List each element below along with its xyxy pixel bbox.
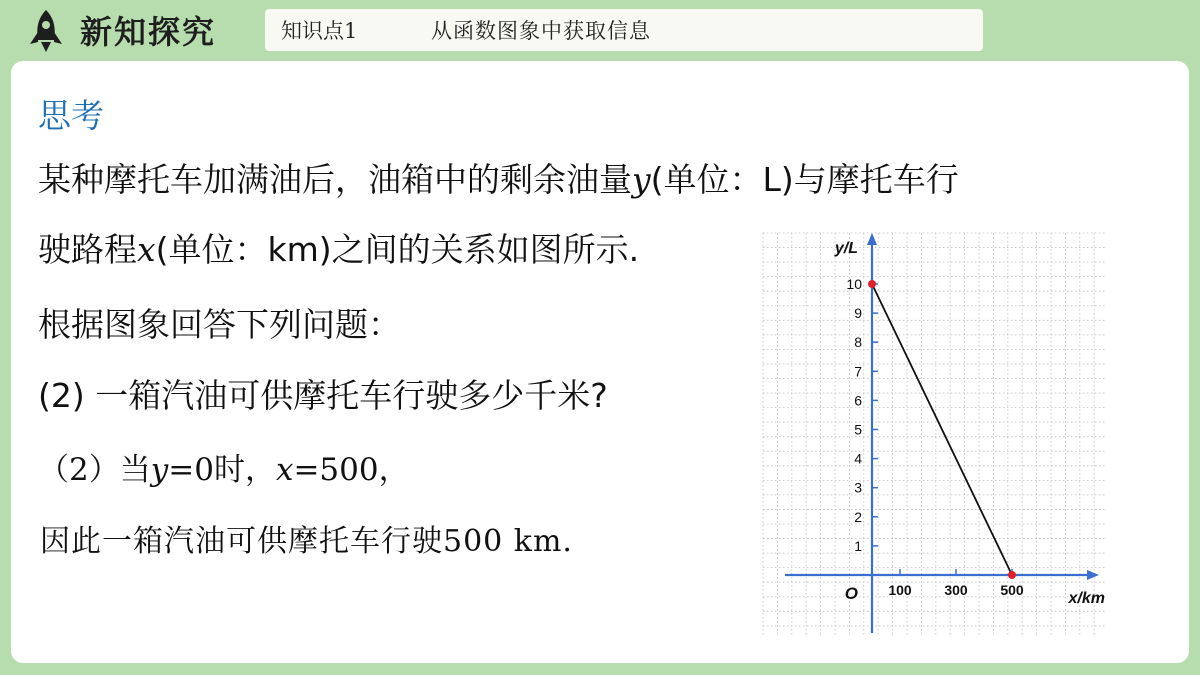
knowledge-point-topic: 从函数图象中获取信息 xyxy=(431,19,651,43)
x-axis-label: x/km xyxy=(1068,590,1105,607)
y-axis-arrow xyxy=(867,233,877,245)
problem-text: (单位：km)之间的关系如图所示. xyxy=(155,230,640,269)
data-point xyxy=(868,280,876,288)
y-tick-label: 6 xyxy=(854,392,862,409)
data-point xyxy=(1008,571,1016,579)
y-tick-label: 8 xyxy=(854,334,862,351)
answer-line-2: 因此一箱汽油可供摩托车行驶500 km. xyxy=(40,524,573,559)
problem-line-2 xyxy=(38,230,639,270)
answer-text: =500， xyxy=(293,452,410,488)
problem-text: (单位：L)与摩托车行 xyxy=(650,160,959,199)
y-tick-label: 5 xyxy=(854,421,862,438)
origin-label: O xyxy=(844,584,858,603)
x-axis-arrow xyxy=(1087,570,1099,580)
variable-x: x xyxy=(137,230,156,269)
x-tick-label: 300 xyxy=(944,582,968,598)
answer-text: （2）当 xyxy=(38,452,151,488)
knowledge-point-box xyxy=(265,9,983,51)
question-line: (2) 一箱汽油可供摩托车行驶多少千米? xyxy=(38,376,608,415)
section-title: 新知探究 xyxy=(80,13,217,51)
problem-text: 驶路程 xyxy=(38,230,137,269)
y-axis-label: y/L xyxy=(834,240,858,257)
y-tick-label: 7 xyxy=(854,363,862,380)
instruction-line: 根据图象回答下列问题： xyxy=(38,305,401,344)
problem-text: 某种摩托车加满油后，油箱中的剩余油量 xyxy=(38,160,632,199)
variable-y: y xyxy=(632,160,651,199)
variable-x: x xyxy=(275,452,294,488)
y-tick-label: 10 xyxy=(846,276,862,292)
y-tick-label: 2 xyxy=(854,508,862,525)
y-tick-label: 4 xyxy=(854,450,862,467)
think-heading: 思考 xyxy=(38,96,104,135)
rocket-icon xyxy=(26,8,66,54)
y-tick-label: 1 xyxy=(854,537,862,554)
answer-line-1 xyxy=(38,450,410,490)
fuel-distance-chart xyxy=(755,225,1115,645)
y-tick-label: 3 xyxy=(854,479,862,496)
answer-text: =0时， xyxy=(168,452,276,488)
x-tick-label: 100 xyxy=(888,582,912,598)
problem-line-1 xyxy=(38,160,959,200)
knowledge-point-label: 知识点1 xyxy=(281,19,358,43)
x-tick-label: 500 xyxy=(1000,582,1024,598)
header-bar xyxy=(0,0,1200,62)
variable-y: y xyxy=(150,452,169,488)
y-tick-label: 9 xyxy=(854,305,862,322)
